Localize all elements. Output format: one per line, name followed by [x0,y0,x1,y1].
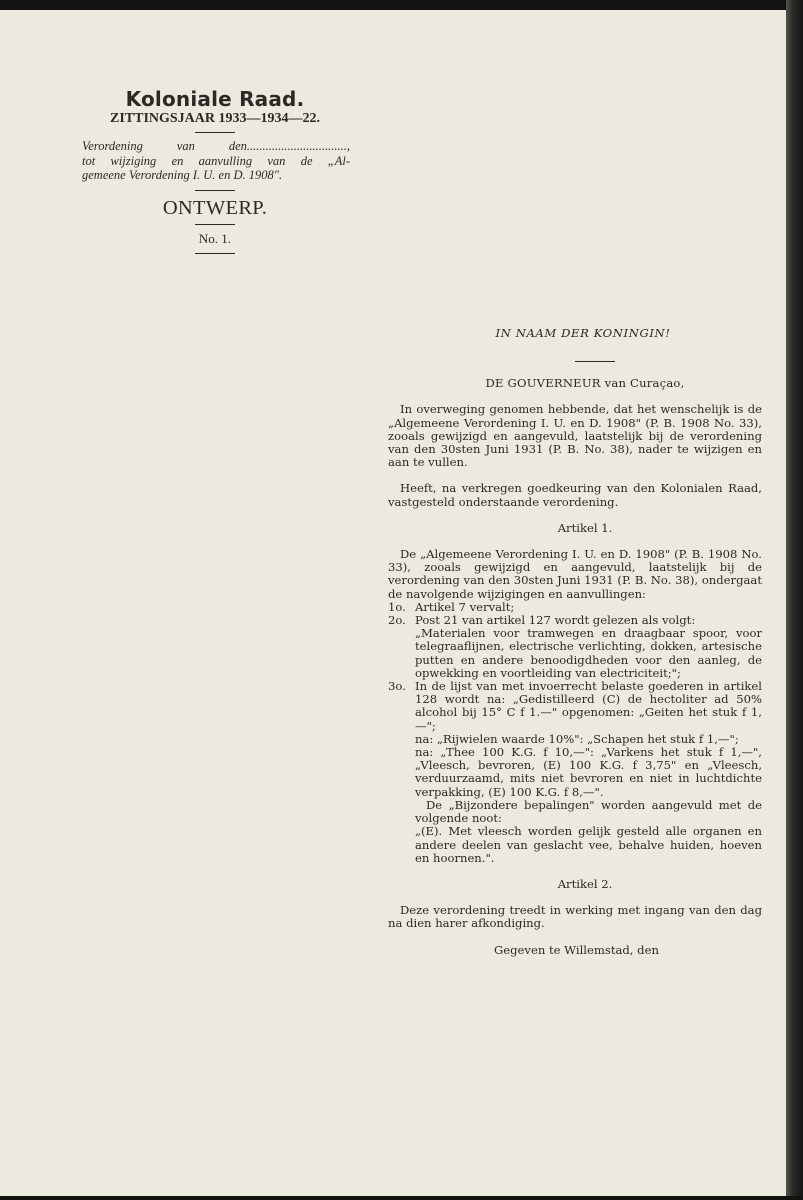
list-item [388,680,762,865]
divider [195,132,235,133]
approval-statement: Heeft, na verkregen goedkeuring van den Kolonialen Raad, vastgesteld onderstaande verordening. [388,481,762,509]
article-1-heading: Artikel 1. [557,520,613,535]
ordinance-description [80,139,350,183]
list-item-number: 2o. [388,613,406,628]
list-item-line: na: „Rijwielen waarde 10%": „Schapen het stuk f 1,—"; [415,731,739,746]
divider [195,253,235,254]
article-1-intro: De „Algemeene Verordening I. U. en D. 1908" (P. B. 1908 No. 33), zooals gewijzigd en aangevuld, laatstelijk bij de verordening van den 30sten Juni 1931 (P. B. No. 38), ondergaat de navolgende wijzigingen en aanvullingen: [388,547,762,601]
top-edge [0,0,803,10]
description-line: tot wijziging en aanvulling van de „Al- [82,153,350,168]
list-item-line: „(E). Met vleesch worden gelijk gesteld alle organen en andere deelen van geslacht vee, behalve huiden, hoeven en hoornen.". [415,824,762,865]
session-year: ZITTINGSJAAR 1933—1934—22. [109,111,321,126]
draft-label: ONTWERP. [162,196,268,219]
document-header [80,88,350,254]
list-item-number: 1o. [388,599,406,614]
list-item [388,614,762,680]
list-item-text: In de lijst van met invoerrecht belaste goederen in artikel 128 wordt na: „Gedistilleerd (C) de hectoliter ad 50% alcohol bij 15° C f 1.—" opgenomen: „Geiten het stuk f 1,—"; [415,679,762,733]
signoff: Gegeven te Willemstad, den [494,942,659,957]
council-title: Koloniale Raad. [125,87,305,111]
description-line: gemeene Verordening I. U. en D. 1908". [82,168,283,182]
governor-line: DE GOUVERNEUR van Curaçao, [485,376,685,391]
list-item-line: na: „Thee 100 K.G. f 10,—": „Varkens het stuk f 1,—", „Vleesch, bevroren, (E) 100 K.G. f 3,75" en „Vleesch, verduurzaamd, mits niet bevroren en niet in luchtdichte verpakking, (E) 100 K.G. f 8,—". [415,745,762,799]
list-item-number: 3o. [388,679,406,694]
article-2-text: Deze verordening treedt in werking met ingang van den dag na dien harer afkondiging. [388,903,762,931]
list-item-line: De „Bijzondere bepalingen" worden aangevuld met de volgende noot: [415,797,762,826]
divider [195,224,235,225]
list-item-quote: „Materialen voor tramwegen en draagbaar spoor, voor telegraaflijnen, electrische verlichting, dokken, artesische putten en andere benoodigdheden voor den aanleg, de opwekking en voortleiding van electriciteit;"; [415,626,762,680]
draft-number: No. 1. [198,230,232,246]
list-item-text: Artikel 7 vervalt; [415,599,515,614]
ordinance-body [388,327,762,957]
list-item-text: Post 21 van artikel 127 wordt gelezen als volgt: [415,613,696,628]
divider [575,361,615,362]
invocation: IN NAAM DER KONINGIN! [495,326,671,340]
divider [195,190,235,191]
book-spine-edge [786,0,803,1200]
bottom-edge [0,1196,803,1200]
article-2-heading: Artikel 2. [557,876,613,891]
description-line: Verordening van den................................, [82,139,350,153]
preamble: In overweging genomen hebbende, dat het wenschelijk is de „Algemeene Verordening I. U. en D. 1908" (P. B. 1908 No. 33), zooals gewijzigd en aangevuld, laatstelijk bij de verordening van den 30sten Juni 1931 (P. B. No. 38), nader te wijzigen en aan te vullen. [388,402,762,470]
document-page [0,10,786,1196]
